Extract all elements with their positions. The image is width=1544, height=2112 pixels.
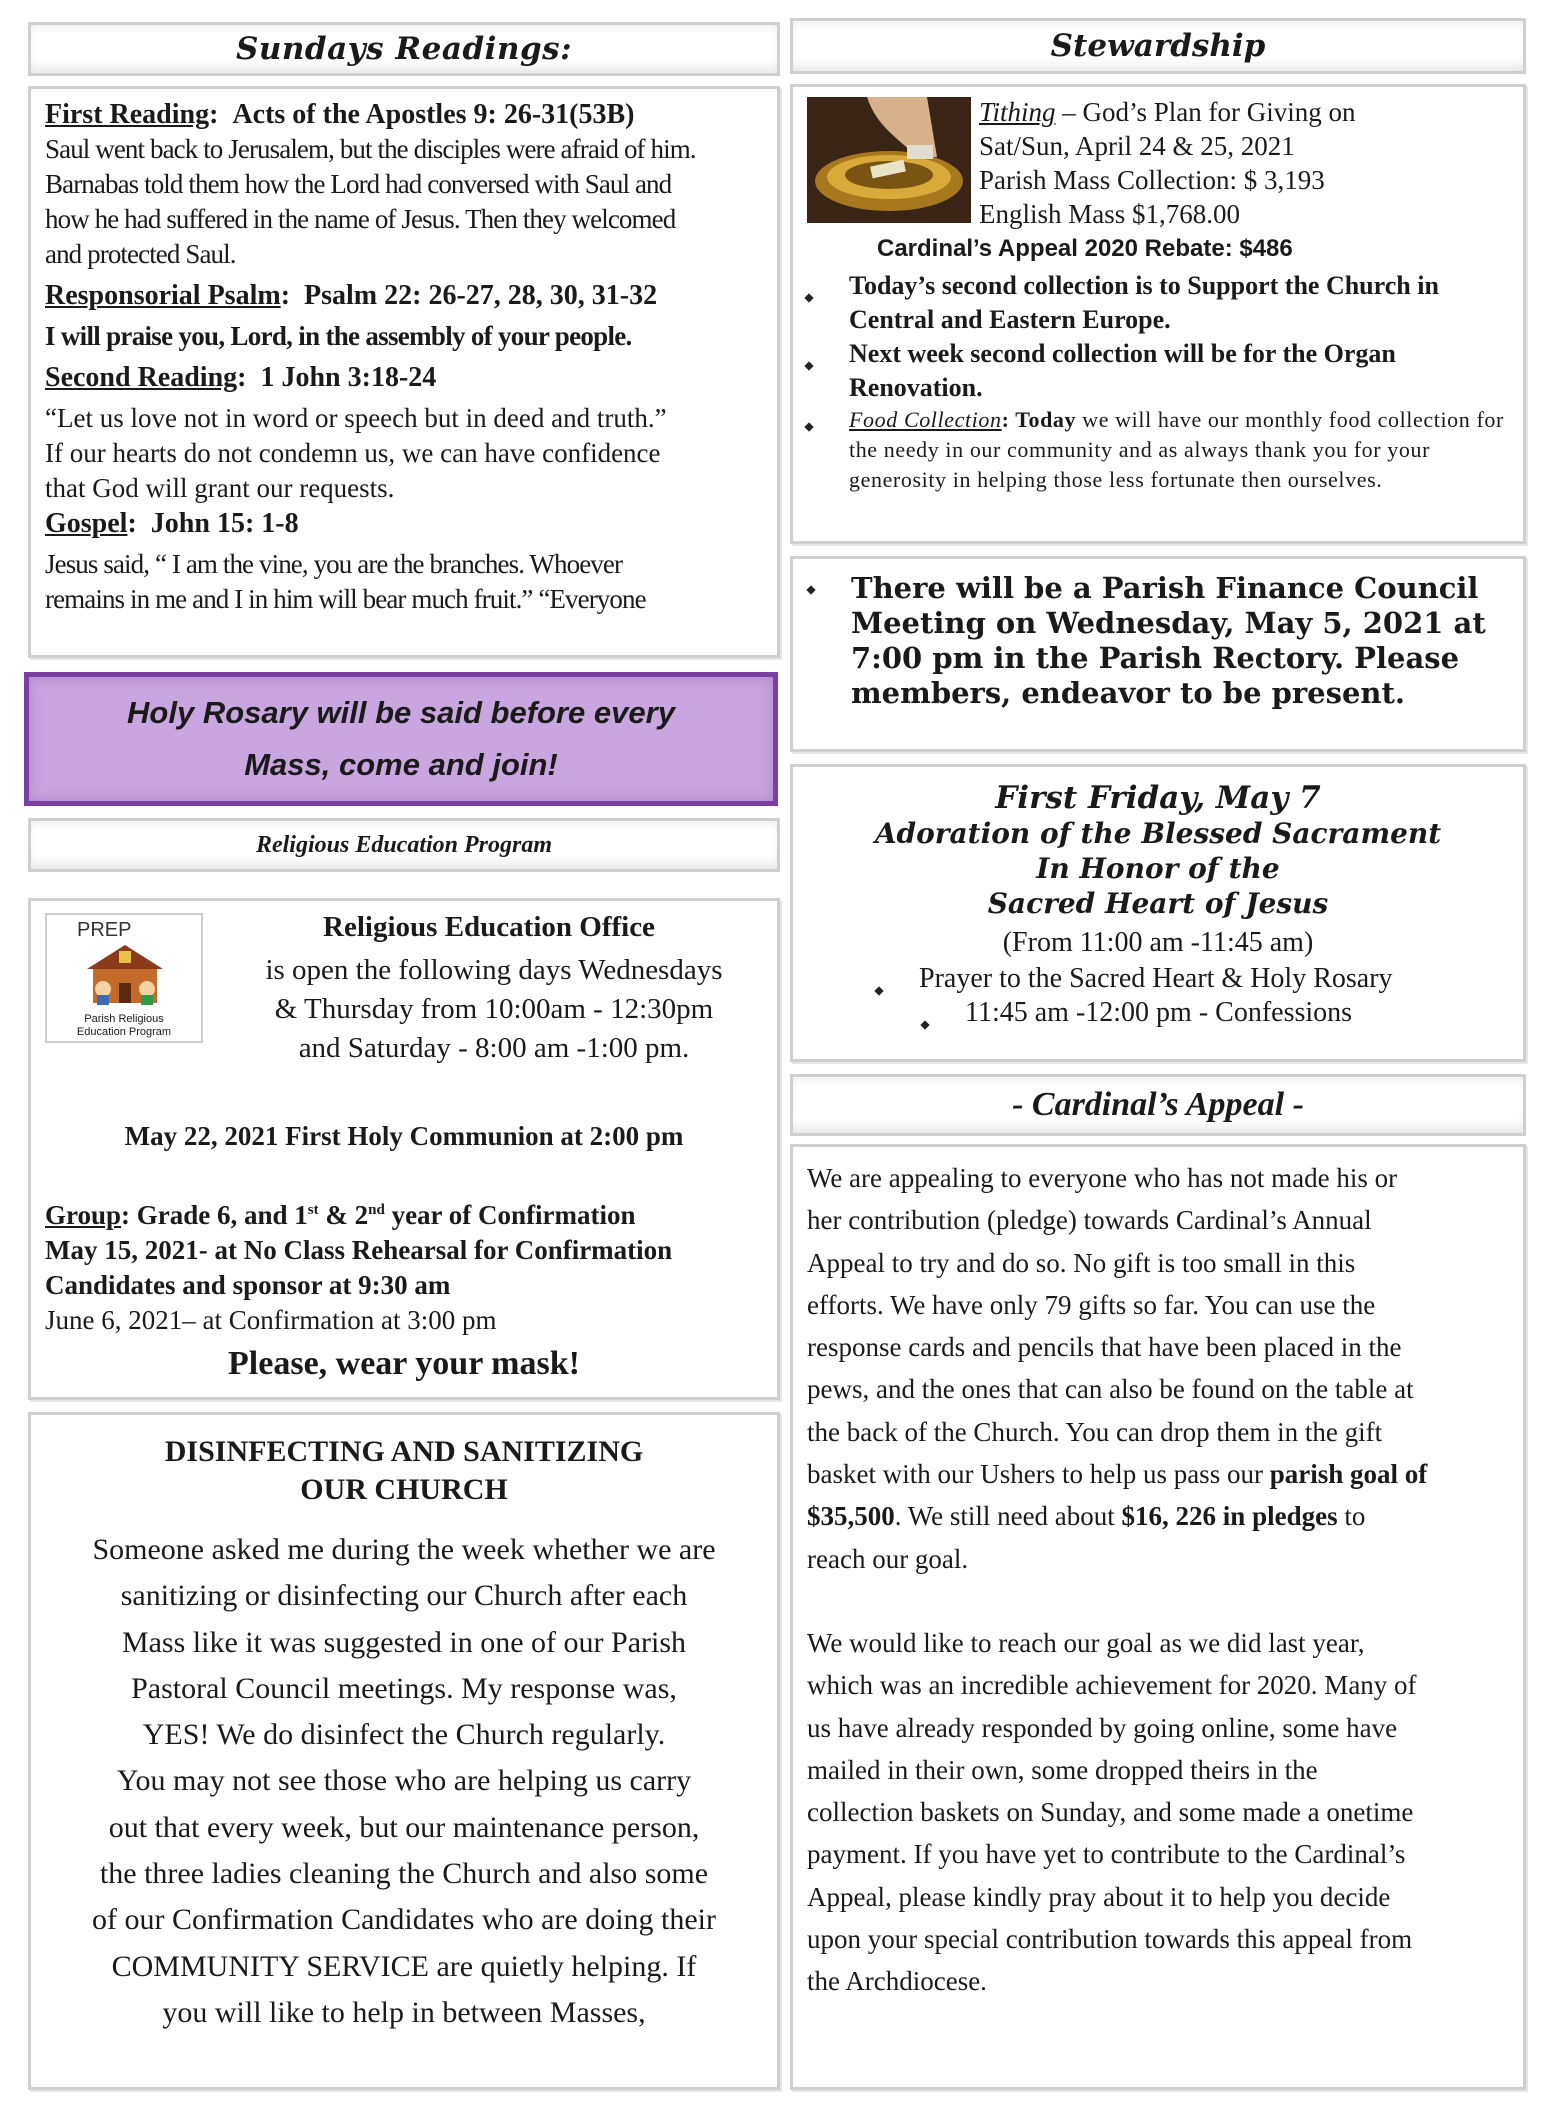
first-friday-box bbox=[790, 764, 1526, 1062]
readings-header-text: Sundays Readings: bbox=[235, 31, 573, 67]
parish-mass-collection: Parish Mass Collection: $ 3,193 bbox=[979, 165, 1325, 195]
first-friday-titles bbox=[793, 781, 1523, 921]
second-collection-text: Today’s second collection is to Support the Church in Central and Eastern Europe. bbox=[849, 271, 1439, 334]
tithing-block bbox=[979, 95, 1519, 231]
disinfect-line: Pastoral Council meetings. My response was, bbox=[131, 1671, 677, 1705]
group-sup: st bbox=[307, 1202, 319, 1218]
finance-meeting-box bbox=[790, 556, 1526, 752]
adoration-time: (From 11:00 am -11:45 am) bbox=[1002, 927, 1314, 958]
appeal-line: us have already responded by going online, some have bbox=[807, 1712, 1398, 1743]
appeal-text: . We still need about bbox=[894, 1501, 1122, 1532]
appeal-line: the Archdiocese. bbox=[807, 1966, 987, 1997]
confirmation-group bbox=[45, 1193, 773, 1338]
second-reading-line: “Let us love not in word or speech but in deed and truth.” bbox=[45, 403, 667, 433]
psalm-label: Responsorial Psalm bbox=[45, 280, 281, 311]
appeal-header-text: - Cardinal’s Appeal - bbox=[1012, 1086, 1304, 1123]
rosary-line-2: Mass, come and join! bbox=[244, 747, 558, 782]
first-friday-subtitle: Adoration of the Blessed Sacrament bbox=[874, 817, 1442, 850]
finance-meeting-item bbox=[805, 571, 1511, 711]
appeal-line: We are appealing to everyone who has not made his or bbox=[807, 1163, 1398, 1193]
gospel-label: Gospel bbox=[45, 508, 128, 539]
appeal-line: her contribution (pledge) towards Cardinal’s Annual bbox=[807, 1205, 1372, 1236]
food-collection-today: : Today bbox=[1001, 407, 1077, 432]
gospel-text bbox=[45, 547, 770, 617]
finance-meeting-text: There will be a Parish Finance Council Meeting on Wednesday, May 5, 2021 at 7:00 pm in the Parish Rectory. Please members, endeavor to be present. bbox=[851, 571, 1486, 710]
first-reading-ref: Acts of the Apostles 9: 26-31(53B) bbox=[232, 99, 635, 130]
food-collection-label: Food Collection bbox=[849, 407, 1002, 432]
disinfect-line: the three ladies cleaning the Church and also some bbox=[99, 1857, 709, 1891]
english-mass-collection: English Mass $1,768.00 bbox=[979, 199, 1241, 229]
appeal-line: which was an incredible achievement for 2020. Many of bbox=[807, 1670, 1417, 1701]
tithing-label: Tithing bbox=[979, 97, 1056, 127]
prep-logo-title: PREP bbox=[77, 919, 132, 941]
appeal-line: Appeal to try and do so. No gift is too small in this bbox=[807, 1247, 1356, 1278]
bullet-icon bbox=[805, 571, 851, 711]
confirmation-date: June 6, 2021– at Confirmation at 3:00 pm bbox=[45, 1305, 497, 1335]
first-reading-line: Barnabas told them how the Lord had conversed with Saul and bbox=[45, 169, 672, 199]
appeal-body bbox=[807, 1157, 1519, 2003]
disinfect-box bbox=[28, 1412, 780, 2090]
appeal-box bbox=[790, 1144, 1526, 2090]
appeal-line: We would like to reach our goal as we did last year, bbox=[807, 1627, 1365, 1658]
next-collection-text: Next week second collection will be for the Organ Renovation. bbox=[849, 339, 1396, 402]
collection-date: Sat/Sun, April 24 & 25, 2021 bbox=[979, 131, 1295, 161]
second-reading-label: Second Reading bbox=[45, 362, 238, 393]
group-text: year of Confirmation bbox=[384, 1200, 636, 1230]
disinfect-title-2: OUR CHURCH bbox=[300, 1473, 508, 1506]
second-reading-line: If our hearts do not condemn us, we can have confidence bbox=[45, 438, 661, 468]
first-reading-line: Saul went back to Jerusalem, but the disciples were afraid of him. bbox=[45, 134, 696, 164]
next-collection-item bbox=[803, 337, 1515, 405]
food-collection-text bbox=[849, 405, 1515, 495]
stewardship-box bbox=[790, 84, 1526, 544]
appeal-line: reach our goal. bbox=[807, 1543, 969, 1574]
group-text: & 2 bbox=[318, 1200, 369, 1230]
stewardship-bullets bbox=[803, 269, 1515, 495]
appeal-line: upon your special contribution towards this appeal from bbox=[807, 1924, 1413, 1955]
disinfect-line: Mass like it was suggested in one of our Parish bbox=[121, 1625, 687, 1659]
prep-logo-caption-1: Parish Religious bbox=[84, 1013, 164, 1025]
psalm-heading: Responsorial Psalm: Psalm 22: 26-27, 28, 30, 31-32 bbox=[45, 280, 658, 311]
appeal-line bbox=[807, 1453, 1519, 1495]
disinfect-line: You may not see those who are helping us carry bbox=[116, 1764, 692, 1798]
office-hours-line: is open the following days Wednesdays bbox=[265, 954, 723, 986]
appeal-goal-label: parish goal of bbox=[1269, 1459, 1428, 1490]
bullet-icon bbox=[873, 961, 919, 1006]
gospel-line: remains in me and I in him will bear much fruit.” “Everyone bbox=[45, 584, 646, 614]
bullet-icon bbox=[919, 995, 965, 1040]
paragraph-gap bbox=[807, 1580, 1519, 1622]
confessions-text: 11:45 am -12:00 pm - Confessions bbox=[965, 997, 1353, 1028]
readings-header bbox=[28, 22, 780, 76]
mask-reminder: Please, wear your mask! bbox=[228, 1345, 580, 1382]
disinfect-line: COMMUNITY SERVICE are quietly helping. If bbox=[111, 1949, 697, 1983]
appeal-line: efforts. We have only 79 gifts so far. You can use the bbox=[807, 1289, 1376, 1320]
second-reading-text bbox=[45, 401, 770, 506]
appeal-header bbox=[790, 1074, 1526, 1136]
tithing-line bbox=[979, 95, 1519, 129]
tithing-text: – God’s Plan for Giving on bbox=[1055, 97, 1356, 127]
appeal-line: mailed in their own, some dropped theirs in the bbox=[807, 1754, 1318, 1785]
appeal-line: response cards and pencils that have been placed in the bbox=[807, 1332, 1402, 1363]
office-hours bbox=[209, 951, 779, 1068]
disinfect-line: of our Confirmation Candidates who are doing their bbox=[91, 1903, 717, 1937]
psalm-ref: Psalm 22: 26-27, 28, 30, 31-32 bbox=[304, 280, 658, 311]
disinfect-line: sanitizing or disinfecting our Church after each bbox=[120, 1579, 688, 1613]
first-reading-text bbox=[45, 132, 770, 272]
group-line bbox=[45, 1193, 773, 1233]
rosary-banner bbox=[24, 672, 778, 806]
religious-ed-header-text: Religious Education Program bbox=[255, 831, 553, 858]
appeal-needed-amount: $16, 226 in pledges bbox=[1121, 1501, 1338, 1532]
disinfect-body bbox=[31, 1527, 777, 2036]
second-collection-item bbox=[803, 269, 1515, 337]
group-sup: nd bbox=[368, 1202, 385, 1218]
first-friday-title: First Friday, May 7 bbox=[995, 780, 1321, 816]
food-collection-item bbox=[803, 405, 1515, 495]
first-communion-note: May 22, 2021 First Holy Communion at 2:00 pm bbox=[124, 1121, 684, 1151]
readings-box bbox=[28, 86, 780, 658]
first-reading-line: and protected Saul. bbox=[45, 239, 236, 269]
appeal-line: Appeal, please kindly pray about it to help you decide bbox=[807, 1881, 1391, 1912]
gospel-heading: Gospel: John 15: 1-8 bbox=[45, 508, 299, 539]
religious-ed-header bbox=[28, 818, 780, 872]
stewardship-header bbox=[790, 18, 1526, 74]
prayer-text: Prayer to the Sacred Heart & Holy Rosary bbox=[919, 963, 1393, 994]
readings-content bbox=[45, 97, 770, 617]
rehearsal-line: Candidates and sponsor at 9:30 am bbox=[45, 1270, 451, 1300]
group-label: Group bbox=[45, 1200, 122, 1230]
first-reading-line: how he had suffered in the name of Jesus. Then they welcomed bbox=[45, 204, 676, 234]
religious-ed-box bbox=[28, 898, 780, 1400]
disinfect-line: Someone asked me during the week whether we are bbox=[92, 1533, 716, 1566]
appeal-line: payment. If you have yet to contribute to the Cardinal’s bbox=[807, 1839, 1406, 1870]
appeal-text: basket with our Ushers to help us pass our bbox=[807, 1459, 1270, 1490]
schoolhouse-icon bbox=[75, 943, 175, 1007]
bullet-icon bbox=[803, 337, 849, 405]
offering-basket-image bbox=[807, 97, 971, 223]
appeal-line bbox=[807, 1495, 1519, 1537]
first-reading-label: First Reading bbox=[45, 99, 210, 130]
second-reading-heading: Second Reading: 1 John 3:18-24 bbox=[45, 362, 437, 393]
stewardship-header-text: Stewardship bbox=[1050, 28, 1266, 64]
appeal-text: to bbox=[1337, 1501, 1366, 1532]
bullet-icon bbox=[803, 269, 849, 337]
appeal-rebate: Cardinal’s Appeal 2020 Rebate: $486 bbox=[877, 235, 1293, 262]
office-hours-line: & Thursday from 10:00am - 12:30pm bbox=[274, 993, 714, 1025]
rehearsal-line: May 15, 2021- at No Class Rehearsal for Confirmation bbox=[45, 1235, 673, 1265]
second-reading-line: that God will grant our requests. bbox=[45, 473, 395, 503]
appeal-line: pews, and the ones that can also be found on the table at bbox=[807, 1374, 1414, 1405]
office-title: Religious Education Office bbox=[323, 911, 655, 943]
first-reading-heading: First Reading: Acts of the Apostles 9: 26-31(53B) bbox=[45, 99, 635, 130]
appeal-goal-amount: $35,500 bbox=[807, 1501, 895, 1532]
first-friday-subtitle: In Honor of the bbox=[1036, 852, 1280, 885]
first-friday-subtitle: Sacred Heart of Jesus bbox=[987, 887, 1329, 920]
prep-logo bbox=[45, 913, 203, 1043]
appeal-line: the back of the Church. You can drop them in the gift bbox=[807, 1416, 1383, 1447]
disinfect-line: you will like to help in between Masses, bbox=[162, 1995, 646, 2029]
office-hours-line: and Saturday - 8:00 am -1:00 pm. bbox=[298, 1032, 690, 1064]
group-text: : Grade 6, and 1 bbox=[121, 1200, 308, 1230]
disinfect-line: YES! We do disinfect the Church regularly. bbox=[142, 1718, 666, 1752]
prep-logo-caption-2: Education Program bbox=[76, 1026, 172, 1038]
disinfect-title-1: DISINFECTING AND SANITIZING bbox=[164, 1435, 644, 1468]
confessions-item bbox=[919, 995, 1352, 1040]
appeal-line: collection baskets on Sunday, and some made a onetime bbox=[807, 1797, 1414, 1828]
psalm-text: I will praise you, Lord, in the assembly of your people. bbox=[45, 321, 632, 351]
bullet-icon bbox=[803, 405, 849, 495]
gospel-ref: John 15: 1-8 bbox=[150, 508, 299, 539]
second-reading-ref: 1 John 3:18-24 bbox=[260, 362, 437, 393]
food-collection-body: we will have our monthly food collection for the needy in our community and as always thank you for your generosity in helping those less fortunate then ourselves. bbox=[849, 407, 1504, 492]
gospel-line: Jesus said, “ I am the vine, you are the branches. Whoever bbox=[45, 549, 623, 579]
disinfect-line: out that every week, but our maintenance person, bbox=[108, 1810, 700, 1844]
rosary-line-1: Holy Rosary will be said before every bbox=[127, 695, 675, 730]
